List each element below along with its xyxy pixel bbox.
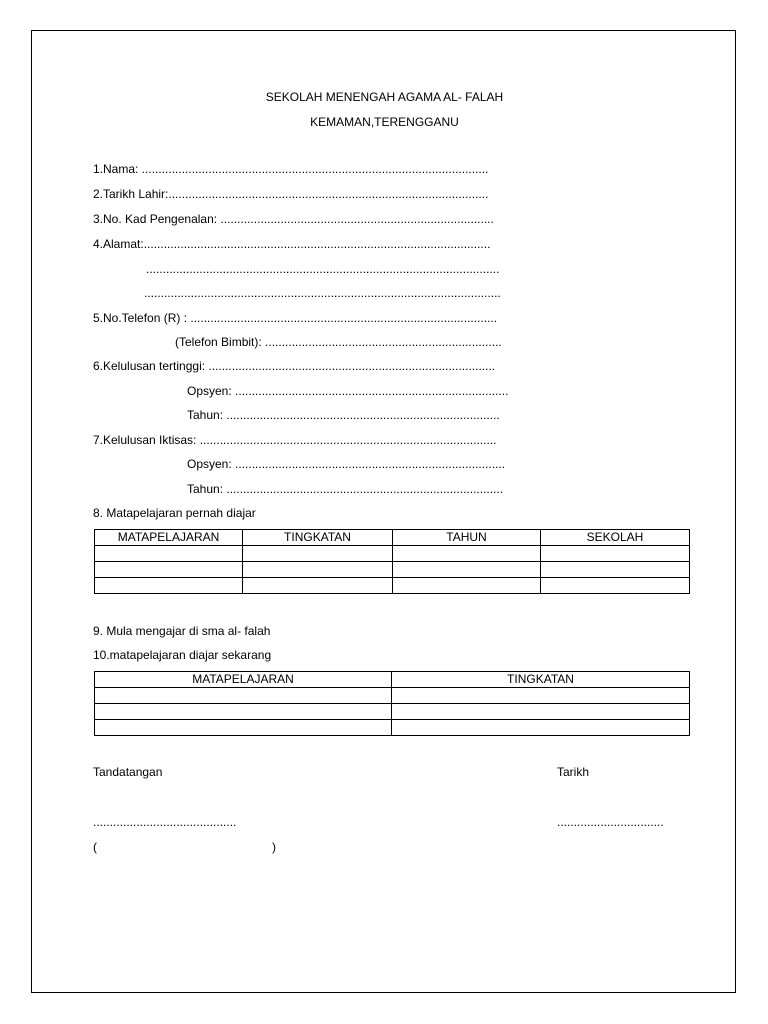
table-current-subjects <box>94 671 690 736</box>
table-cell[interactable] <box>392 688 690 704</box>
date-line: ................................ <box>557 815 664 829</box>
section9-title: 9. Mula mengajar di sma al- falah <box>93 624 271 638</box>
table-row <box>95 704 690 720</box>
table-cell[interactable] <box>95 720 392 736</box>
table-cell[interactable] <box>393 562 541 578</box>
field-alamat-line2: .......................................................................................................... <box>146 262 500 276</box>
table-cell[interactable] <box>541 562 690 578</box>
table-cell[interactable] <box>95 704 392 720</box>
table-cell[interactable] <box>95 546 243 562</box>
field-kelulusan-iktisas: 7.Kelulusan Iktisas: ......................................................................................... <box>93 433 497 447</box>
table-cell[interactable] <box>393 546 541 562</box>
section8-title: 8. Matapelajaran pernah diajar <box>93 506 256 520</box>
tandatangan-label: Tandatangan <box>93 765 163 779</box>
field-opsyen-2: Opsyen: ................................................................................. <box>187 457 506 471</box>
header-matapelajaran: MATAPELAJARAN <box>95 672 392 688</box>
table-cell[interactable] <box>541 578 690 594</box>
table-cell[interactable] <box>243 578 393 594</box>
school-location: KEMAMAN,TERENGGANU <box>310 115 459 129</box>
table-row <box>95 720 690 736</box>
header-matapelajaran: MATAPELAJARAN <box>95 530 243 546</box>
table-row <box>95 578 690 594</box>
table-header-row <box>95 672 690 688</box>
field-telefon-r: 5.No.Telefon (R) : ............................................................................................ <box>93 311 498 325</box>
school-name: SEKOLAH MENENGAH AGAMA AL- FALAH <box>265 90 504 104</box>
table-subjects-taught <box>94 529 690 594</box>
table-cell[interactable] <box>541 546 690 562</box>
header-tingkatan: TINGKATAN <box>243 530 393 546</box>
table-cell[interactable] <box>95 578 243 594</box>
header-tahun: TAHUN <box>393 530 541 546</box>
table-cell[interactable] <box>392 720 690 736</box>
field-tarikh-lahir: 2.Tarikh Lahir:................................................................................................ <box>93 187 489 201</box>
table-cell[interactable] <box>392 704 690 720</box>
table-header-row <box>95 530 690 546</box>
tarikh-label: Tarikh <box>557 765 590 779</box>
field-tahun-2: Tahun: ................................................................................... <box>187 482 504 496</box>
field-opsyen-1: Opsyen: .................................................................................. <box>187 384 509 398</box>
header-tingkatan: TINGKATAN <box>392 672 690 688</box>
header-sekolah: SEKOLAH <box>541 530 690 546</box>
form-page <box>31 30 736 993</box>
name-bracket-open: ( <box>93 840 97 854</box>
field-kad-pengenalan: 3.No. Kad Pengenalan: .................................................................................. <box>93 212 494 226</box>
table-row <box>95 688 690 704</box>
table-cell[interactable] <box>243 562 393 578</box>
table-cell[interactable] <box>393 578 541 594</box>
field-tahun-1: Tahun: .................................................................................. <box>187 408 500 422</box>
field-telefon-bimbit: (Telefon Bimbit): ....................................................................... <box>175 335 502 349</box>
section10-title: 10.matapelajaran diajar sekarang <box>93 648 272 662</box>
field-kelulusan-tertinggi: 6.Kelulusan tertinggi: ...................................................................................... <box>93 359 496 373</box>
field-alamat: 4.Alamat:........................................................................................................ <box>93 237 491 251</box>
table-cell[interactable] <box>243 546 393 562</box>
table-cell[interactable] <box>95 562 243 578</box>
field-alamat-line3: ........................................................................................................... <box>144 286 501 300</box>
table-row <box>95 546 690 562</box>
table-row <box>95 562 690 578</box>
field-nama: 1.Nama: ........................................................................................................ <box>93 162 489 176</box>
signature-line: ........................................... <box>93 815 237 829</box>
table-cell[interactable] <box>95 688 392 704</box>
name-bracket-close: ) <box>272 840 276 854</box>
